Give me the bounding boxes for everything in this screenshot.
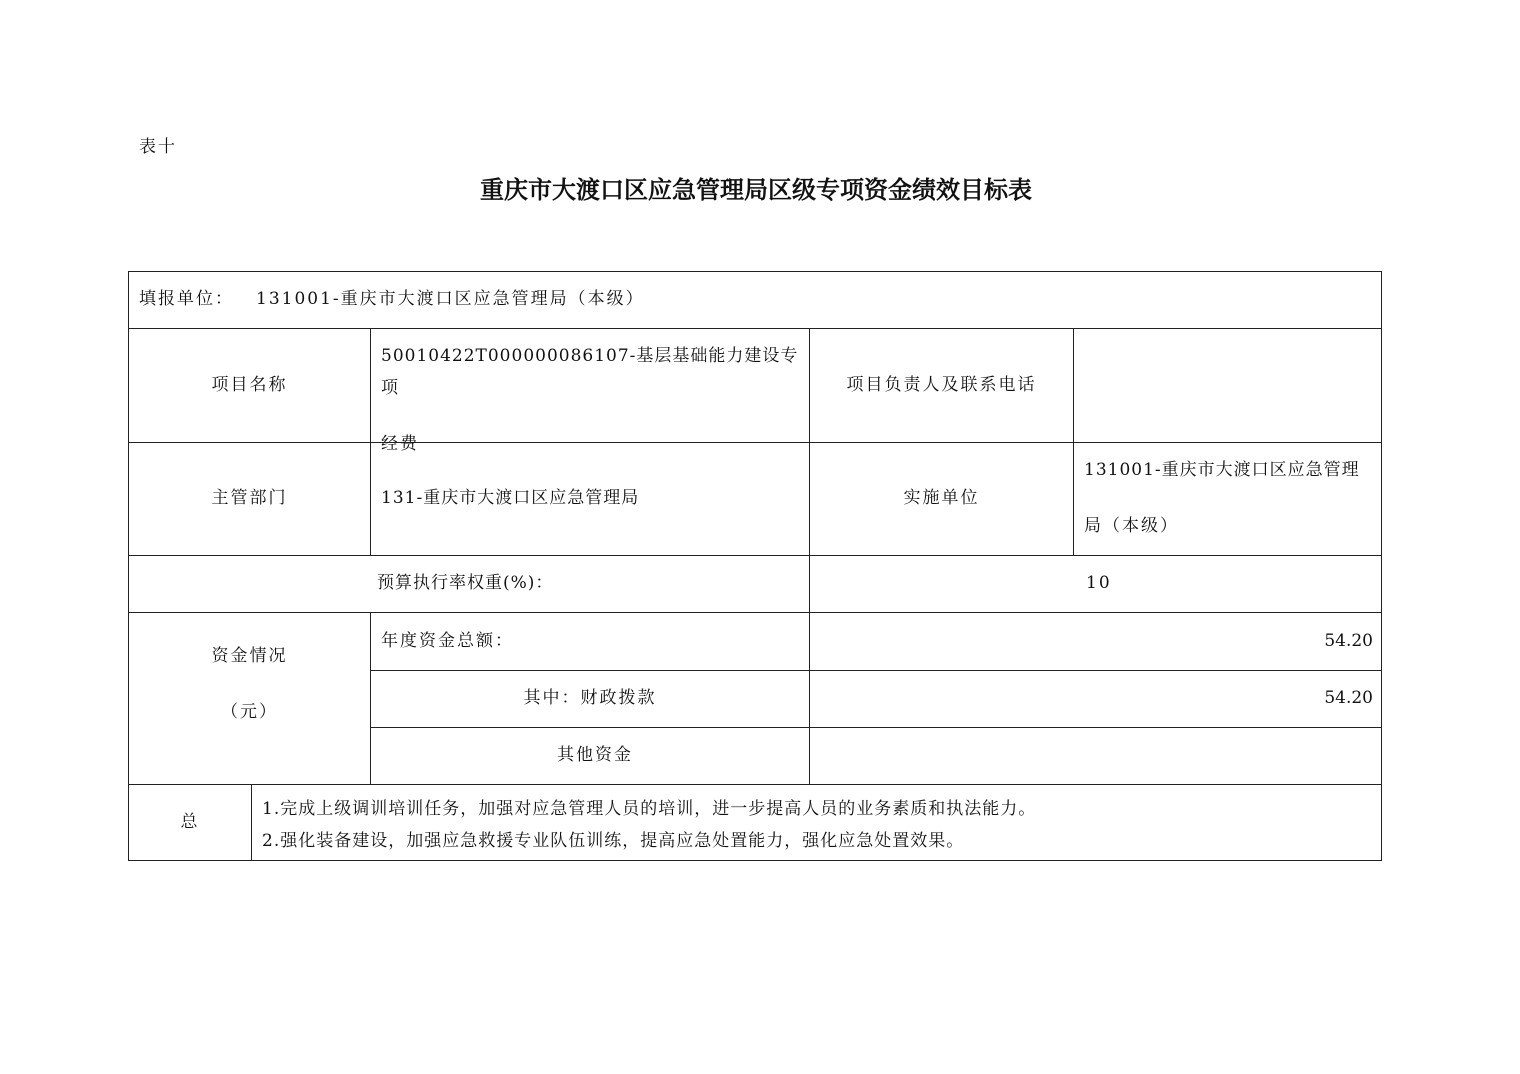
fiscal-label: 其中：财政拨款 xyxy=(523,688,657,709)
impl-value xyxy=(1084,454,1381,554)
project-name-line-1: 50010422T000000086107-基层基础能力建设专项 xyxy=(381,346,799,398)
impl-line-1: 131001-重庆市大渡口区应急管理 xyxy=(1084,460,1360,480)
table-number: 表十 xyxy=(139,137,177,157)
page-title: 重庆市大渡口区应急管理局区级专项资金绩效目标表 xyxy=(480,175,1032,204)
annual-total-label: 年度资金总额： xyxy=(381,630,514,651)
budget-weight-label: 预算执行率权重(%)： xyxy=(377,573,554,594)
dept-label: 主管部门 xyxy=(211,488,288,509)
project-name-label: 项目名称 xyxy=(211,374,288,395)
funds-label-line-2: （元） xyxy=(221,702,278,722)
dept-value: 131-重庆市大渡口区应急管理局 xyxy=(381,488,640,509)
impl-label: 实施单位 xyxy=(903,488,980,509)
fill-unit-value: 131001-重庆市大渡口区应急管理局（本级） xyxy=(256,289,645,310)
funds-label xyxy=(129,640,370,760)
fill-unit-row xyxy=(139,272,1339,328)
funds-label-line-1: 资金情况 xyxy=(211,646,288,666)
project-name-value xyxy=(381,340,809,454)
goal-line-2: 2.强化装备建设，加强应急救援专业队伍训练，提高应急处置能力，强化应急处置效果。 xyxy=(262,831,965,851)
budget-weight-value: 10 xyxy=(1086,573,1112,594)
other-funds-label: 其他资金 xyxy=(557,745,633,766)
goal-label: 总 xyxy=(180,811,200,832)
fill-unit-label: 填报单位： xyxy=(139,289,234,310)
project-name-line-2: 经费 xyxy=(381,434,419,454)
annual-total-value: 54.20 xyxy=(1324,630,1373,651)
impl-line-2: 局（本级） xyxy=(1084,516,1179,536)
goal-line-1: 1.完成上级调训培训任务，加强对应急管理人员的培训，进一步提高人员的业务素质和执法能力。 xyxy=(262,799,1037,819)
project-contact-label: 项目负责人及联系电话 xyxy=(846,374,1037,395)
goal-content xyxy=(262,793,1377,859)
fiscal-value: 54.20 xyxy=(1324,688,1373,709)
project-contact-value xyxy=(1084,329,1374,442)
other-funds-value xyxy=(810,728,1373,784)
